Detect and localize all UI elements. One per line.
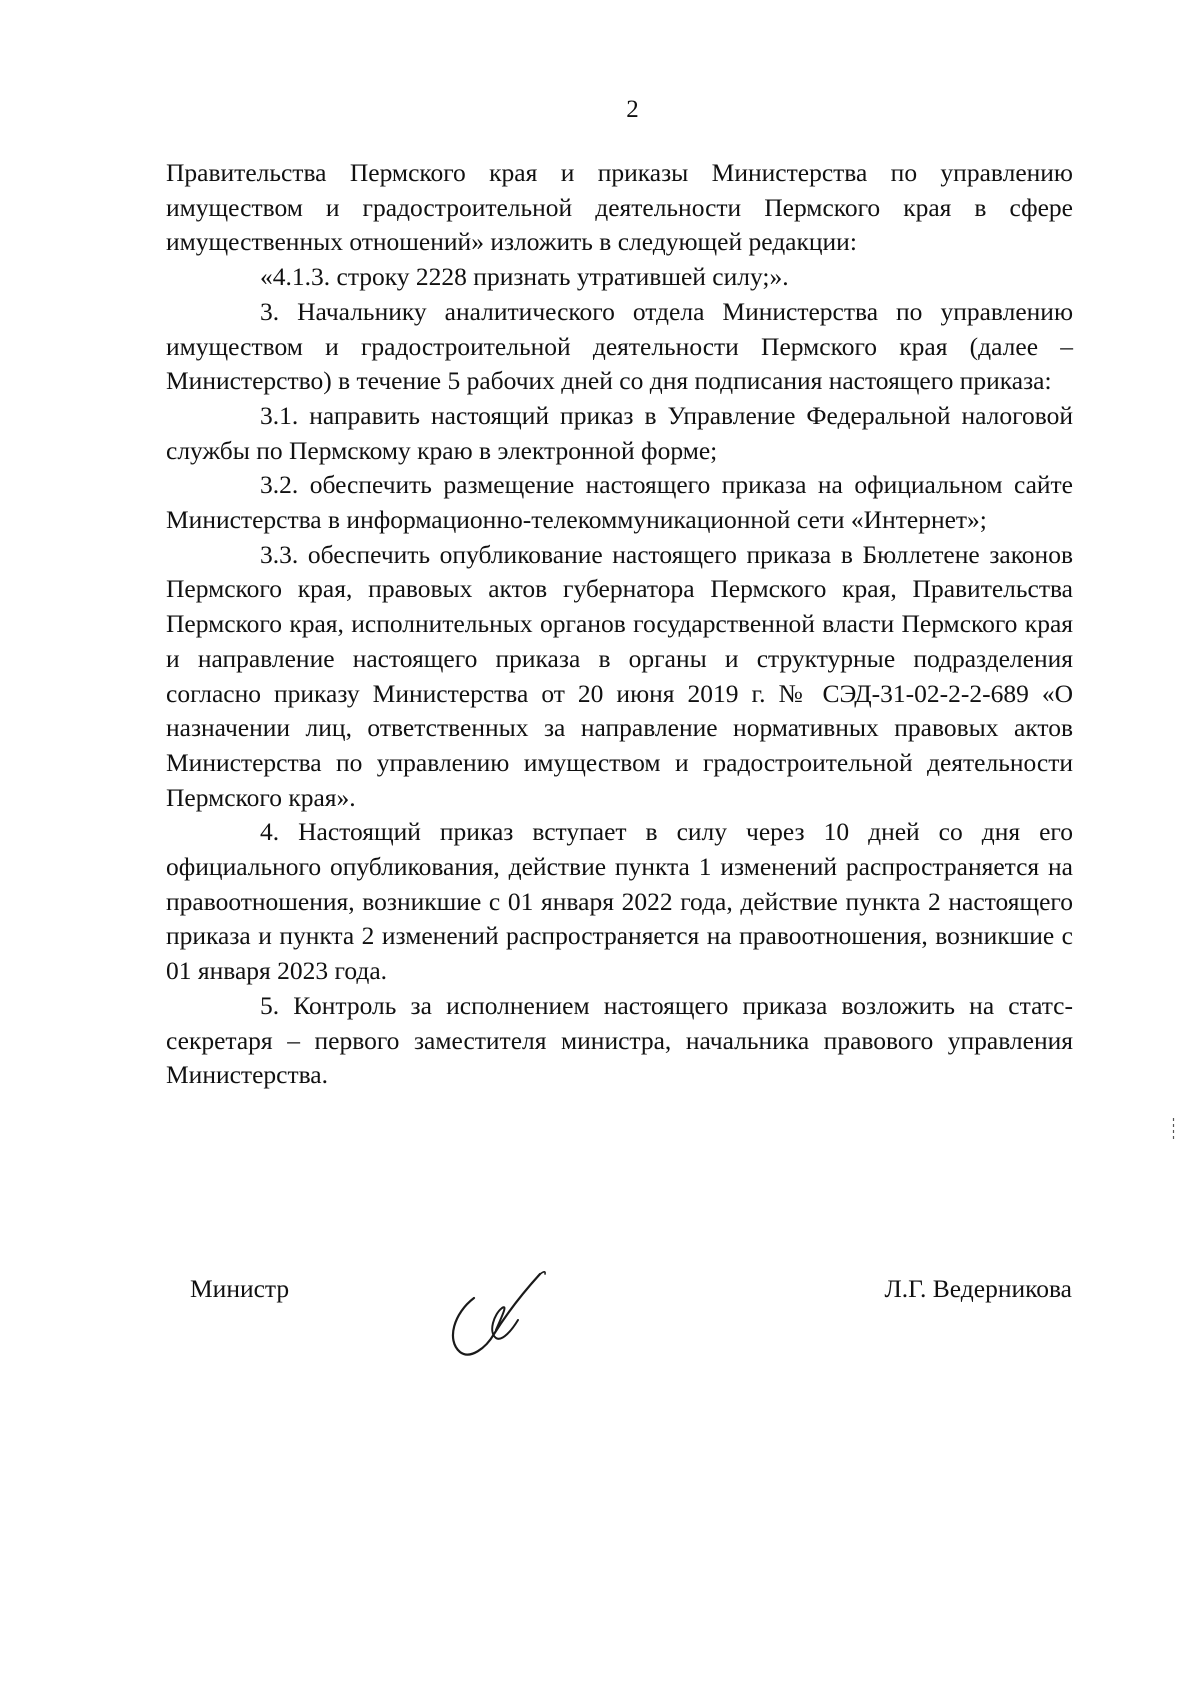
paragraph-item-5: 5. Контроль за исполнением настоящего приказа возложить на статс-секретаря – первого заместителя министра, начальника правового управления Министерства. [166,990,1073,1090]
paragraph-continuation: Правительства Пермского края и приказы Министерства по управлению имуществом и градостроительной деятельности Пермского края в сфере имущественных отношений» изложить в следующей редакции: [166,158,1073,257]
signer-position: Министр [190,1274,290,1303]
handwritten-signature [442,1268,562,1358]
paragraph-item-3-2: 3.2. обеспечить размещение настоящего приказа на официальном сайте Министерства в информационно-телекоммуникационной сети «Интернет»; [166,470,1073,535]
signature-block [190,1268,1072,1368]
page-number: 2 [626,96,639,123]
signer-name: Л.Г. Ведерникова [884,1274,1072,1303]
document-body [166,156,1073,1093]
paragraph-item-4: 4. Настоящий приказ вступает в силу через 10 дней со дня его официального опубликования, действие пункта 1 изменений распространяется на правоотношения, возникшие с 01 января 2022 года, действие пункта 2 настоящего приказа и пункта 2 изменений распространяется на правоотношения, возникшие с 01 января 2023 года. [166,817,1073,986]
margin-scan-mark [1172,1118,1175,1142]
paragraph-item-3: 3. Начальнику аналитического отдела Министерства по управлению имуществом и градостроительной деятельности Пермского края (далее – Министерство) в течение 5 рабочих дней со дня подписания настоящего приказа: [166,296,1073,396]
paragraph-item-4-1-3: «4.1.3. строку 2228 признать утратившей силу;». [260,262,789,292]
paragraph-item-3-1: 3.1. направить настоящий приказ в Управление Федеральной налоговой службы по Пермскому краю в электронной форме; [166,400,1073,465]
paragraph-item-3-3: 3.3. обеспечить опубликование настоящего приказа в Бюллетене законов Пермского края, правовых актов губернатора Пермского края, Правительства Пермского края, исполнительных органов государственной власти Пермского края и направление настоящего приказа в органы и структурные подразделения согласно приказу Министерства от 20 июня 2019 г. № СЭД-31-02-2-2-689 «О назначении лиц, ответственных за направление нормативных правовых актов Министерства по управлению имуществом и градостроительной деятельности Пермского края». [166,539,1073,812]
